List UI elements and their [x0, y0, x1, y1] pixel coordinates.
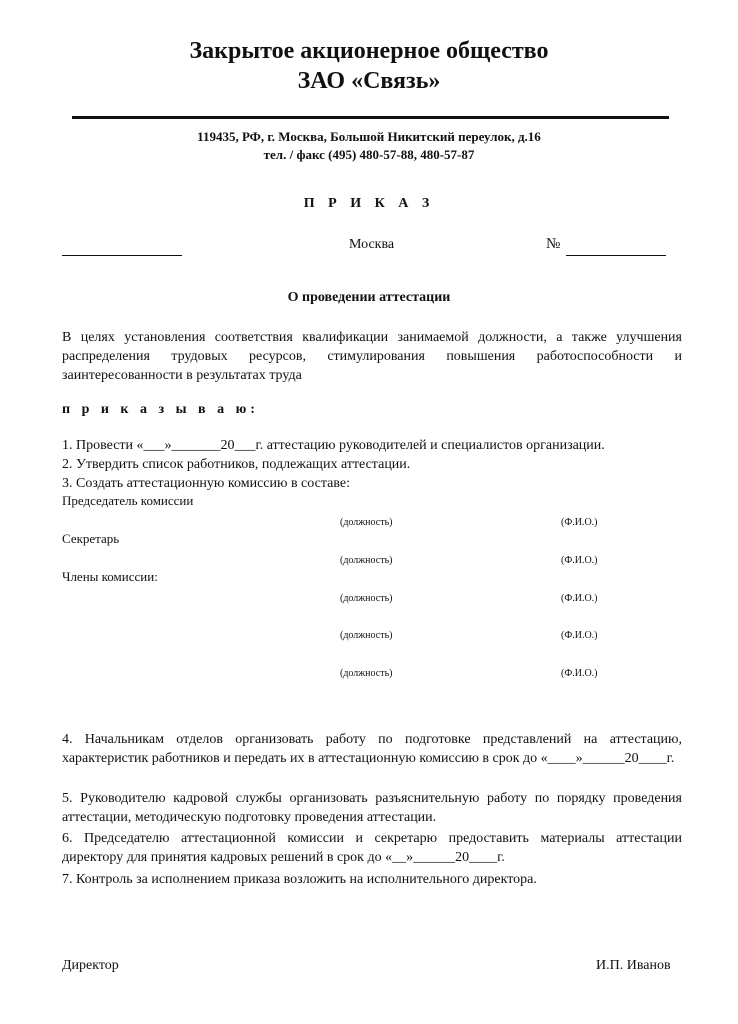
order-number-sign: № — [546, 236, 561, 252]
name-hint: (Ф.И.О.) — [561, 517, 598, 528]
name-hint: (Ф.И.О.) — [561, 593, 598, 604]
position-hint: (должность) — [340, 555, 393, 566]
position-hint: (должность) — [340, 630, 393, 641]
order-subject: О проведении аттестации — [287, 290, 451, 305]
order-city: Москва — [349, 237, 395, 252]
members-label: Члены комиссии: — [62, 569, 158, 584]
item-3: 3. Создать аттестационную комиссию в составе: — [62, 476, 350, 491]
position-hint: (должность) — [340, 593, 393, 604]
secretary-label: Секретарь — [62, 531, 120, 546]
header-rule — [72, 116, 669, 119]
position-hint: (должность) — [340, 668, 393, 679]
position-hint: (должность) — [340, 517, 393, 528]
company-address: 119435, РФ, г. Москва, Большой Никитский переулок, д.16 — [197, 129, 541, 144]
intro-paragraph: В целях установления соответствия квалификации занимаемой должности, а также улучшения распределения трудовых ресурсов, стимулирования повышения работоспособности и заинтересованности в результатах труда — [62, 330, 682, 383]
company-type: Закрытое акционерное общество — [189, 38, 549, 64]
date-blank — [62, 255, 182, 256]
name-hint: (Ф.И.О.) — [561, 555, 598, 566]
item-1: 1. Провести «___»_______20___г. аттестацию руководителей и специалистов организации. — [62, 438, 605, 453]
order-title: П Р И К А З — [303, 196, 435, 211]
item-6: 6. Председателю аттестационной комиссии и секретарю предоставить материалы аттестации директору для принятия кадровых решений в срок до «__»______20____г. — [62, 831, 682, 865]
order-word: п р и к а з ы в а ю: — [62, 402, 259, 417]
signature-role: Директор — [62, 958, 119, 973]
chairman-label: Председатель комиссии — [62, 493, 194, 508]
order-number-blank — [566, 255, 666, 256]
company-name: ЗАО «Связь» — [297, 68, 441, 94]
name-hint: (Ф.И.О.) — [561, 630, 598, 641]
signature-name: И.П. Иванов — [596, 958, 671, 973]
item-4: 4. Начальникам отделов организовать работу по подготовке представлений на аттестацию, характеристик работников и передать их в аттестационную комиссию в срок до «____»______20____г. — [62, 732, 682, 766]
item-5: 5. Руководителю кадровой службы организовать разъяснительную работу по порядку проведения аттестации, методическую подготовку проведения аттестации. — [62, 791, 682, 825]
item-7: 7. Контроль за исполнением приказа возложить на исполнительного директора. — [62, 872, 537, 887]
company-phone: тел. / факс (495) 480-57-88, 480-57-87 — [263, 147, 475, 162]
name-hint: (Ф.И.О.) — [561, 668, 598, 679]
item-2: 2. Утвердить список работников, подлежащих аттестации. — [62, 457, 411, 472]
